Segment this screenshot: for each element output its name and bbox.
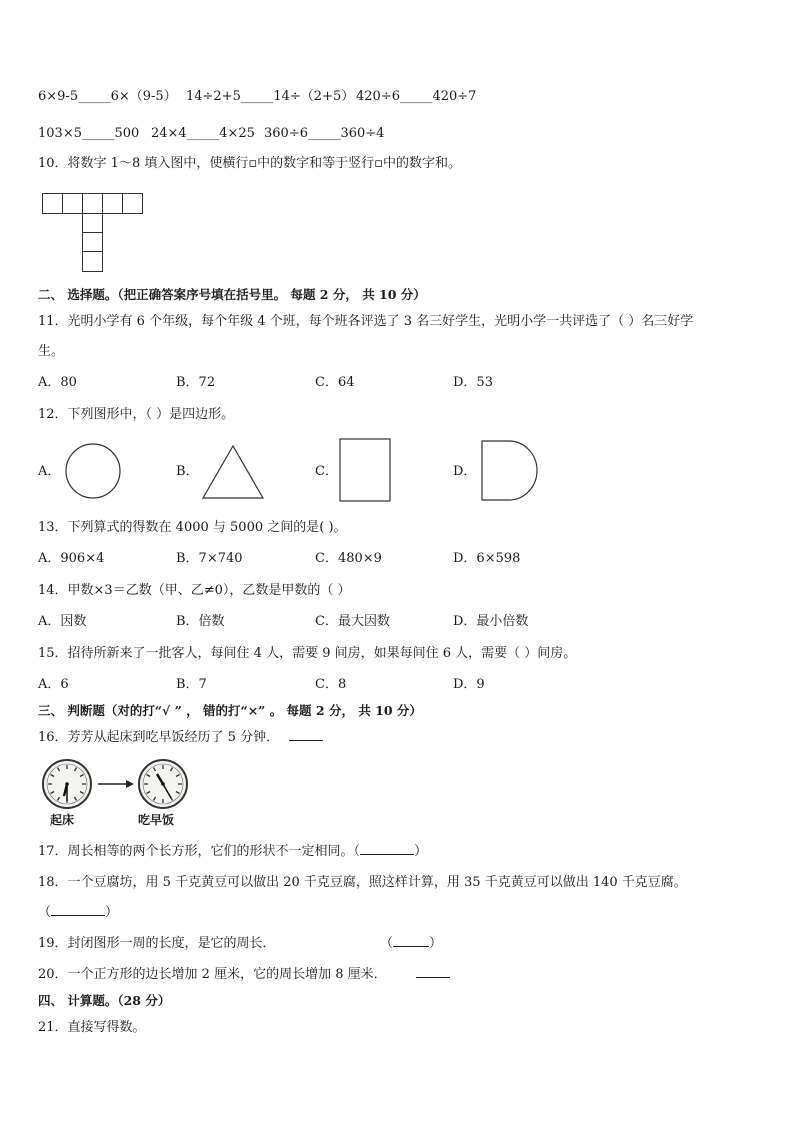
- question-10: 10．将数字 1～8 填入图中，使横行▫中的数字和等于竖行▫中的数字和。: [38, 156, 461, 171]
- option-b: B．7×740: [176, 551, 243, 566]
- compare-item: 103×5_____500: [38, 126, 140, 141]
- question-18: 18．一个豆腐坊，用 5 千克黄豆可以做出 20 千克豆腐，照这样计算，用 35 千克黄豆可以做出 140 千克豆腐。: [38, 875, 687, 890]
- answer-blank[interactable]: [416, 977, 450, 978]
- option-a: A．906×4: [38, 551, 105, 566]
- option-d: D．最小倍数: [453, 614, 529, 629]
- grid-cell: [63, 194, 83, 214]
- question-15: 15．招待所新来了一批客人，每间住 4 人，需要 9 间房，如果每间住 6 人，需要（ ）间房。: [38, 646, 577, 661]
- triangle-shape: [201, 444, 265, 500]
- option-d: D．9: [453, 677, 485, 692]
- grid-cell: [83, 214, 103, 233]
- compare-item: 420÷6_____420÷7: [356, 89, 477, 104]
- compare-item: 360÷6_____360÷4: [264, 126, 385, 141]
- option-d: D．53: [453, 375, 493, 390]
- question-18-answer: （ ）: [38, 905, 119, 920]
- rectangle-shape: [339, 438, 392, 502]
- answer-blank[interactable]: [289, 740, 323, 741]
- clock-label-breakfast: 吃早饭: [138, 813, 175, 827]
- grid-cell: [103, 194, 123, 214]
- grid-cell: [83, 252, 103, 272]
- compare-item: 14÷2+5_____14÷（2+5）: [186, 89, 355, 104]
- d-shape: [480, 439, 538, 501]
- question-20: [38, 966, 387, 984]
- clock-icon: [139, 760, 187, 808]
- compare-item: 6×9-5_____6×（9-5）: [38, 89, 177, 104]
- question-21: 21．直接写得数。: [38, 1020, 146, 1035]
- option-b: B．72: [176, 375, 216, 390]
- section-3-heading: 三、 判断题（对的打“√ ” ， 错的打“×” 。 每题 2 分， 共 10 分）: [38, 703, 422, 718]
- section-4-heading: 四、 计算题。（28 分）: [38, 993, 171, 1008]
- option-d: D．: [453, 464, 477, 479]
- option-c: C．8: [315, 677, 347, 692]
- question-14: 14．甲数×3＝乙数（甲、乙≠0），乙数是甲数的（ ）: [38, 583, 351, 598]
- option-c: C．: [315, 464, 338, 479]
- circle-shape: [64, 442, 122, 500]
- question-17-text: 17．周长相等的两个长方形，它们的形状不一定相同。: [38, 844, 354, 859]
- question-11-cont: 生。: [38, 344, 65, 359]
- option-a: A．6: [38, 677, 69, 692]
- question-12: 12．下列图形中，（ ）是四边形。: [38, 407, 235, 422]
- arrow-right-icon: [98, 780, 134, 788]
- question-16-text: 16．芳芳从起床到吃早饭经历了 5 分钟．: [38, 730, 280, 745]
- option-a: A．: [38, 464, 61, 479]
- question-19-text: 19．封闭图形一周的长度，是它的周长．: [38, 936, 276, 951]
- option-a: A．80: [38, 375, 77, 390]
- t-grid-figure: [42, 193, 144, 273]
- answer-blank[interactable]: [393, 946, 429, 947]
- question-13: 13．下列算式的得数在 4000 与 5000 之间的是( )。: [38, 520, 347, 535]
- question-16: [38, 729, 323, 747]
- grid-cell: [83, 233, 103, 252]
- compare-row-1: [38, 88, 477, 106]
- grid-cell: [123, 194, 143, 214]
- question-20-answer: [416, 966, 450, 984]
- clock-label-wakeup: 起床: [50, 813, 75, 827]
- option-b: B．倍数: [176, 614, 225, 629]
- grid-cell: [43, 194, 63, 214]
- compare-row-2: [38, 125, 385, 143]
- option-c: C．480×9: [315, 551, 382, 566]
- option-c: C．64: [315, 375, 355, 390]
- question-19: [38, 935, 276, 953]
- question-19-answer: （ ）: [380, 936, 443, 951]
- compare-item: 24×4_____4×25: [151, 126, 255, 141]
- option-d: D．6×598: [453, 551, 521, 566]
- option-c: C．最大因数: [315, 614, 390, 629]
- section-2-heading: 二、 选择题。（把正确答案序号填在括号里。 每题 2 分， 共 10 分）: [38, 287, 426, 302]
- question-20-text: 20．一个正方形的边长增加 2 厘米，它的周长增加 8 厘米．: [38, 967, 387, 982]
- answer-blank[interactable]: [360, 854, 414, 855]
- question-17: 17．周长相等的两个长方形，它们的形状不一定相同。（ ）: [38, 844, 428, 859]
- option-a: A．因数: [38, 614, 87, 629]
- clock-icon: [43, 760, 91, 808]
- grid-cell: [83, 194, 103, 214]
- question-11: 11．光明小学有 6 个年级，每个年级 4 个班，每个班各评选了 3 名三好学生，光明小学一共评选了（ ）名三好学: [38, 314, 694, 329]
- option-b: B．: [176, 464, 199, 479]
- option-b: B．7: [176, 677, 207, 692]
- answer-blank[interactable]: [51, 915, 105, 916]
